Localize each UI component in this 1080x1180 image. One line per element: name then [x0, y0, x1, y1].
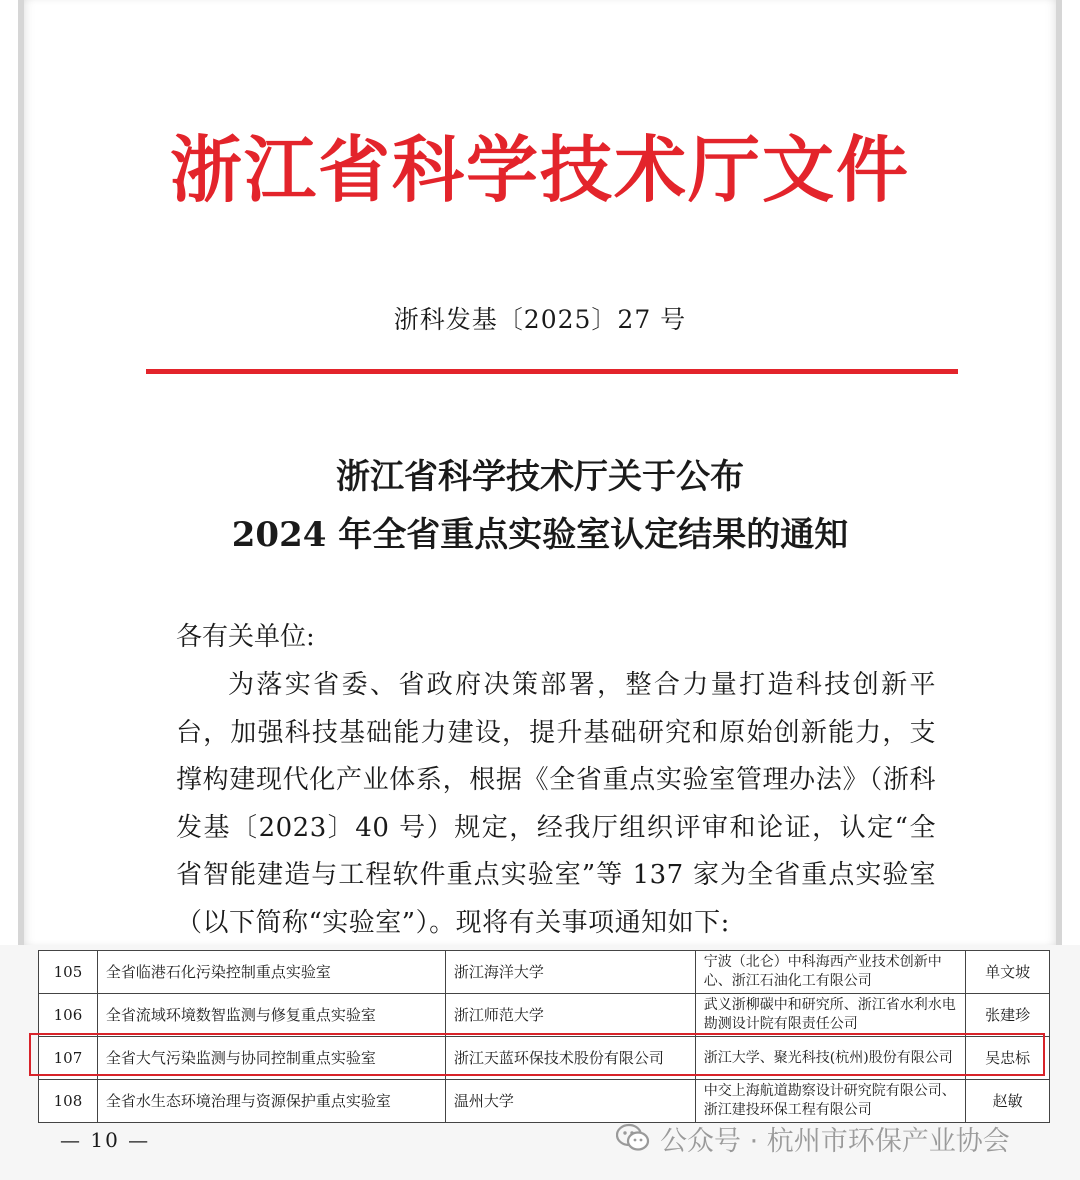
- notice-title: [0, 448, 1080, 564]
- page-number: — 10 —: [60, 1128, 151, 1152]
- row-number: 107: [39, 1037, 98, 1080]
- host-institution: 温州大学: [445, 1080, 695, 1123]
- watermark-text: 公众号 · 杭州市环保产业协会: [660, 1125, 1010, 1157]
- host-institution: 浙江海洋大学: [445, 951, 695, 994]
- red-divider: [146, 369, 958, 374]
- wechat-icon: [616, 1123, 650, 1153]
- partner-institutions: 中交上海航道勘察设计研究院有限公司、浙江建投环保工程有限公司: [695, 1080, 966, 1123]
- host-institution: 浙江师范大学: [445, 994, 695, 1037]
- agency-title: 浙江省科学技术厅文件: [169, 128, 910, 212]
- lab-name: 全省流域环境数智监测与修复重点实验室: [97, 994, 445, 1037]
- lab-name: 全省大气污染监测与协同控制重点实验室: [97, 1037, 445, 1080]
- lab-director: 单文坡: [966, 951, 1050, 994]
- partner-institutions: 武义浙柳碳中和研究所、浙江省水利水电勘测设计院有限责任公司: [695, 994, 966, 1037]
- highlight-box: [29, 1033, 1045, 1076]
- partner-institutions: 宁波（北仑）中科海西产业技术创新中心、浙江石油化工有限公司: [695, 951, 966, 994]
- notice-body: 为落实省委、省政府决策部署，整合力量打造科技创新平台，加强科技基础能力建设，提升基础研究和原始创新能力，支撑构建现代化产业体系，根据《全省重点实验室管理办法》（浙科发基〔2023〕40 号）规定，经我厅组织评审和论证，认定“全省智能建造与工程软件重点实验室”等 137 家为全省重点实验室（以下简称“实验室”）。现将有关事项通知如下:: [176, 670, 936, 938]
- row-number: 105: [39, 951, 98, 994]
- salutation: 各有关单位:: [176, 622, 315, 652]
- table-row: [39, 951, 1050, 994]
- lab-director: 赵敏: [966, 1080, 1050, 1123]
- row-number: 106: [39, 994, 98, 1037]
- notice-title-line1: 浙江省科学技术厅关于公布: [336, 457, 744, 497]
- row-number: 108: [39, 1080, 98, 1123]
- lab-director: 吴忠标: [966, 1037, 1050, 1080]
- table-row: [39, 994, 1050, 1037]
- lab-name: 全省临港石化污染控制重点实验室: [97, 951, 445, 994]
- host-institution: 浙江天蓝环保技术股份有限公司: [445, 1037, 695, 1080]
- partner-institutions: 浙江大学、聚光科技(杭州)股份有限公司: [695, 1037, 966, 1080]
- notice-title-line2: 2024 年全省重点实验室认定结果的通知: [231, 515, 849, 555]
- watermark: [616, 1116, 1010, 1160]
- lab-director: 张建珍: [966, 994, 1050, 1037]
- lab-name: 全省水生态环境治理与资源保护重点实验室: [97, 1080, 445, 1123]
- doc-number: 浙科发基〔2025〕27 号: [393, 305, 687, 334]
